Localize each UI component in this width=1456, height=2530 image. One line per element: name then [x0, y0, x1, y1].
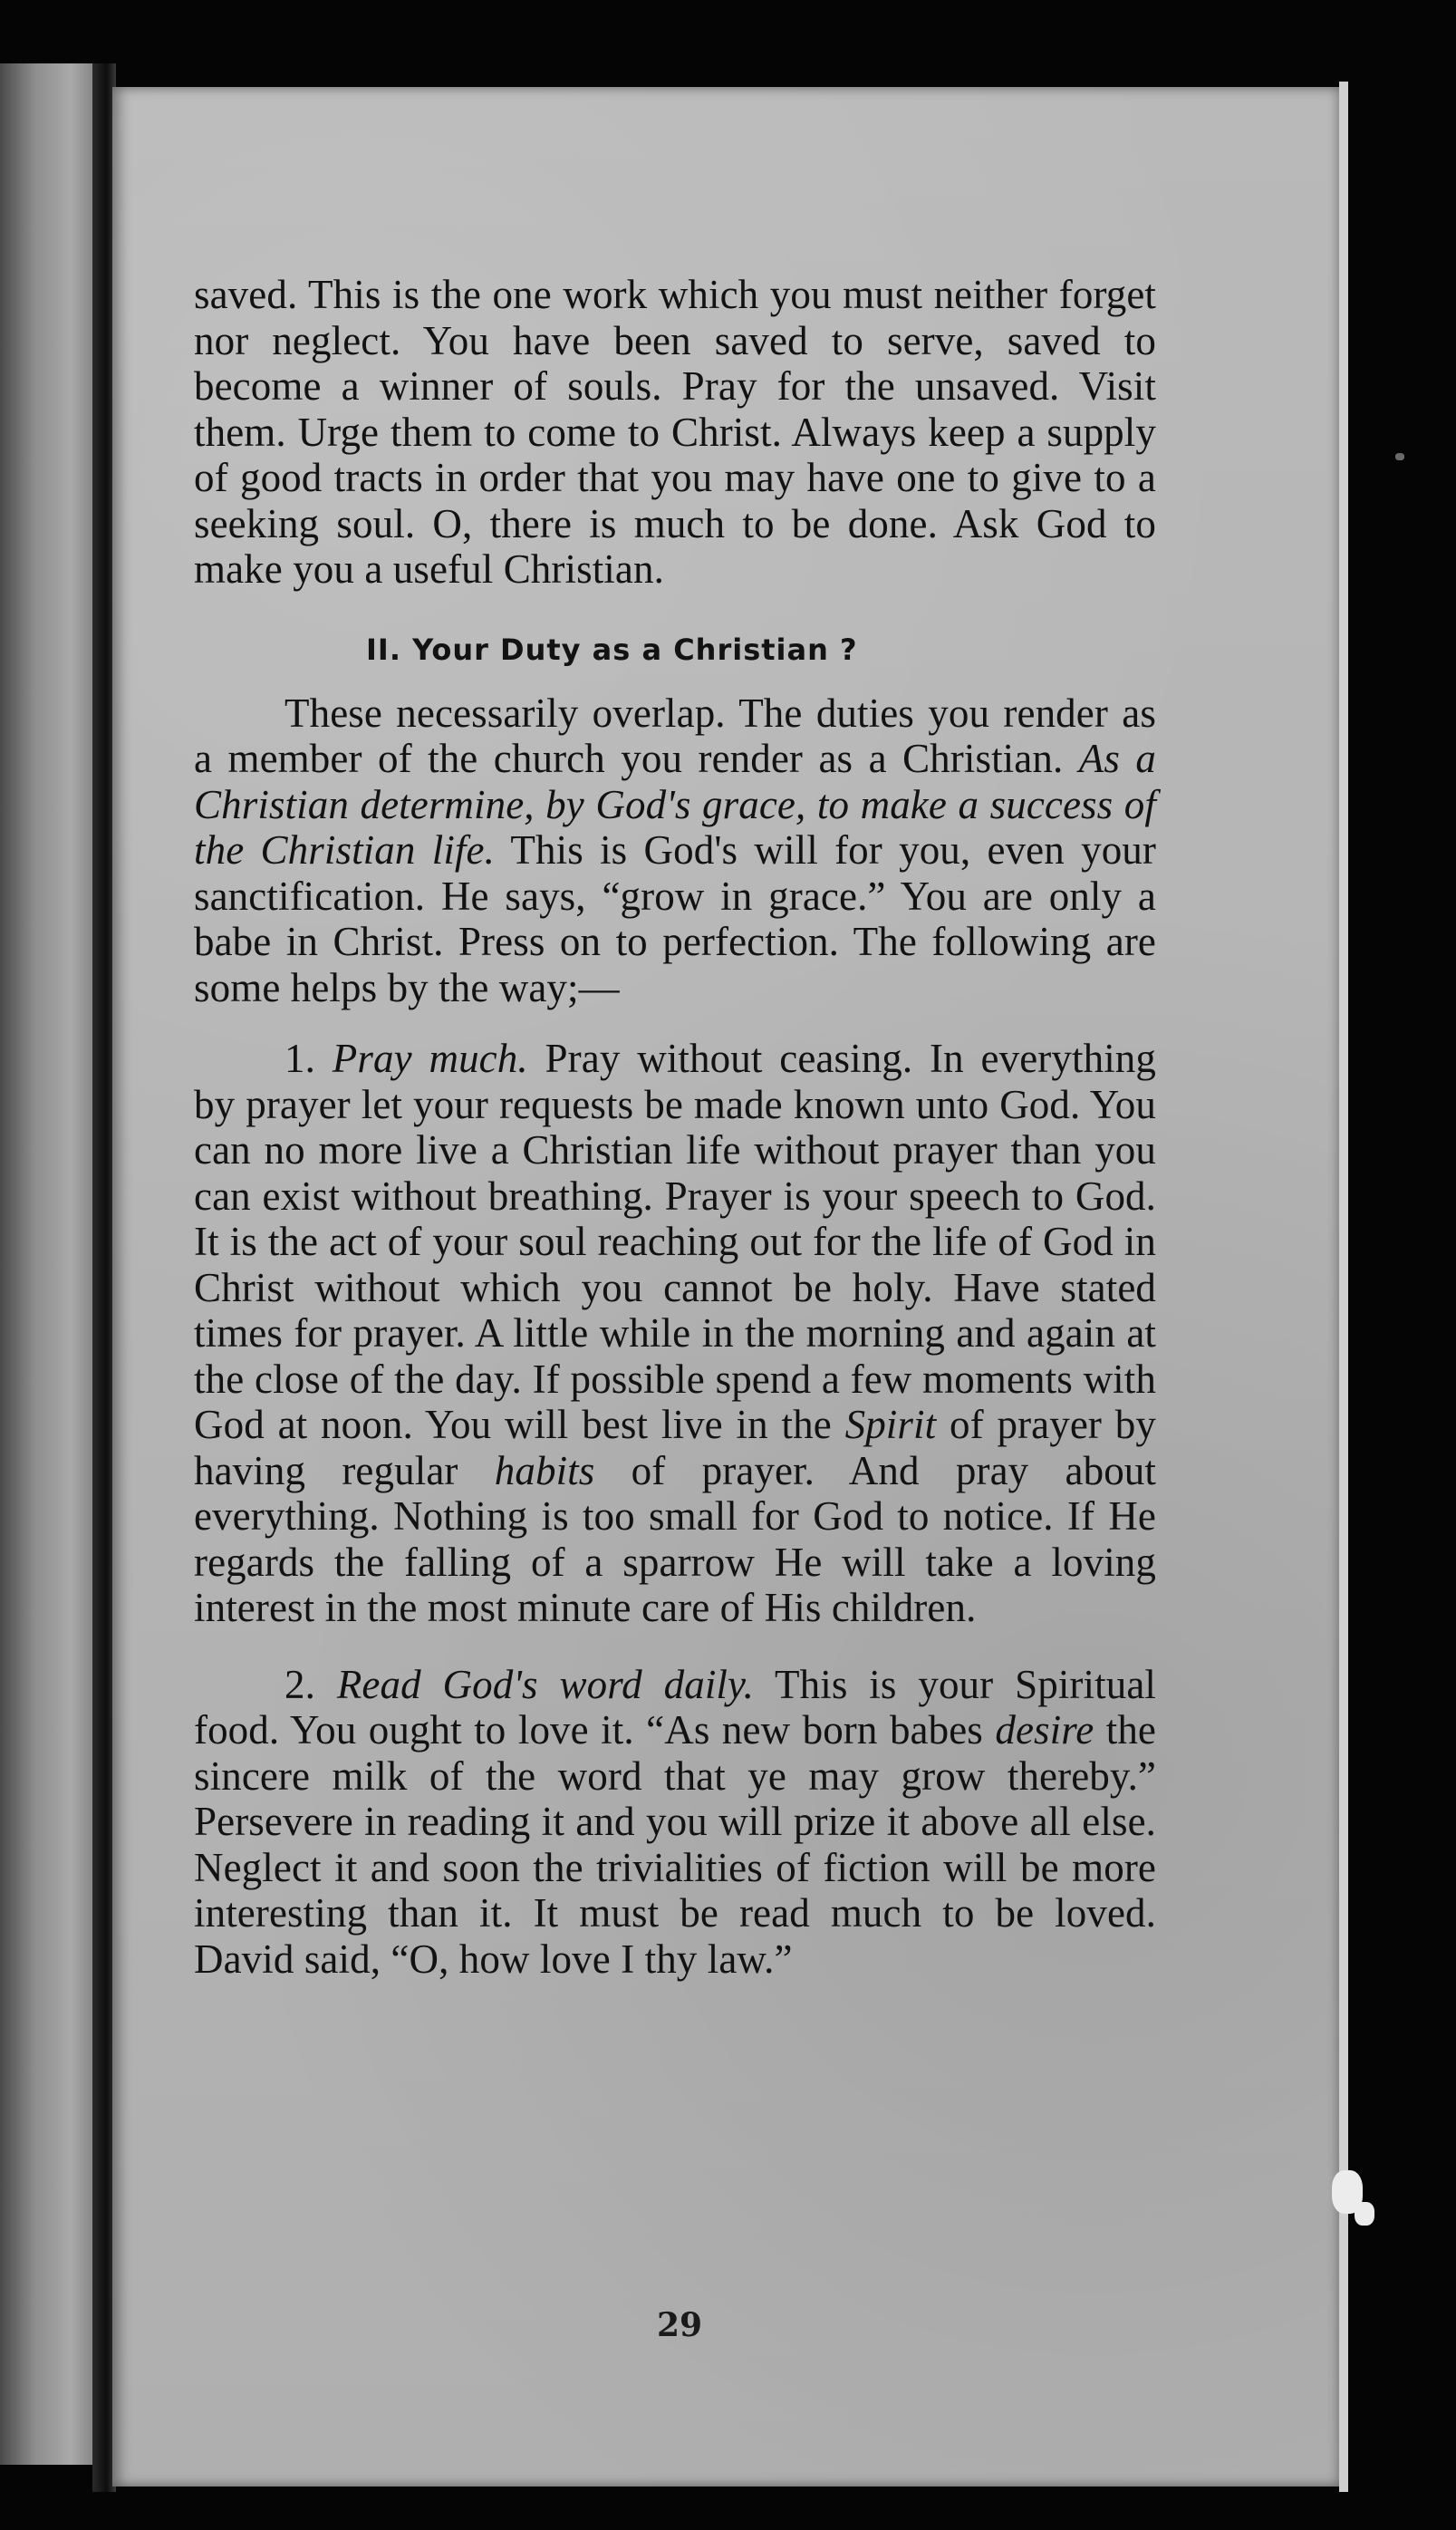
item2-text-b: the sincere milk of the word that ye may grow thereby.” Persevere in reading it and you will prize it above all else. Neglect it and soon the trivialities of fiction will be more interesting than it. It must be read much to be loved. David said, “O, how love I thy law.” [194, 1707, 1156, 1982]
page-text [194, 272, 1156, 1982]
item1-number: 1. [284, 1036, 315, 1081]
duty-italic: As a Christian determine, by God's grace, to make a success of the Christian life. [194, 736, 1156, 873]
page-number: 29 [656, 2306, 703, 2344]
item1-text-a: Pray without ceasing. In everything by prayer let your requests be made known unto God. You can no more live a Christian life without prayer than you can exist without breathing. Prayer is your speech to God. It is the act of your soul reaching out for the life of God in Christ without which you cannot be holy. Have stated times for prayer. A little while in the morning and again at the close of the day. If possible spend a few moments with God at noon. You will best live in the [194, 1036, 1156, 1447]
section-heading: II. Your Duty as a Christian ? [366, 632, 858, 667]
item-read-word [194, 1662, 1156, 1983]
item-pray-much [194, 1036, 1156, 1631]
item2-title: Read God's word daily. [336, 1661, 754, 1707]
duty-rest: This is God's will for you, even your sanctification. He says, “grow in grace.” You are only a babe in Christ. Press on to perfection. The following are some helps by the way;— [194, 827, 1156, 1010]
facing-page-edge [0, 63, 101, 2465]
intro-paragraph: saved. This is the one work which you must neither forget nor neglect. You have been saved to serve, saved to become a winner of souls. Pray for the unsaved. Visit them. Urge them to come to Christ. Always keep a supply of good tracts in order that you may have one to give to a seeking soul. O, there is much to be done. Ask God to make you a useful Christian. [194, 272, 1156, 592]
item1-italic-spirit: Spirit [844, 1402, 937, 1447]
scan-speck [1355, 2202, 1374, 2226]
item2-number: 2. [284, 1661, 315, 1707]
page-outer-edge [1339, 82, 1348, 2492]
item1-italic-habits: habits [494, 1447, 595, 1493]
duty-lead: These necessarily overlap. The duties you render as a member of the church you render as a Christian. [194, 690, 1156, 781]
item2-text-a: This is your Spiritual food. You ought to love it. “As new born babes [194, 1661, 1156, 1753]
item2-italic-desire: desire [995, 1707, 1094, 1753]
item1-title: Pray much. [332, 1036, 528, 1081]
item1-text-b: of prayer by having regular [194, 1402, 1156, 1493]
item1-text-c: of prayer. And pray about everything. Nothing is too small for God to notice. If He regards the falling of a sparrow He will take a loving interest in the most minute care of His children. [194, 1447, 1156, 1630]
duty-paragraph [194, 690, 1156, 1011]
scan-speck [1395, 453, 1404, 460]
